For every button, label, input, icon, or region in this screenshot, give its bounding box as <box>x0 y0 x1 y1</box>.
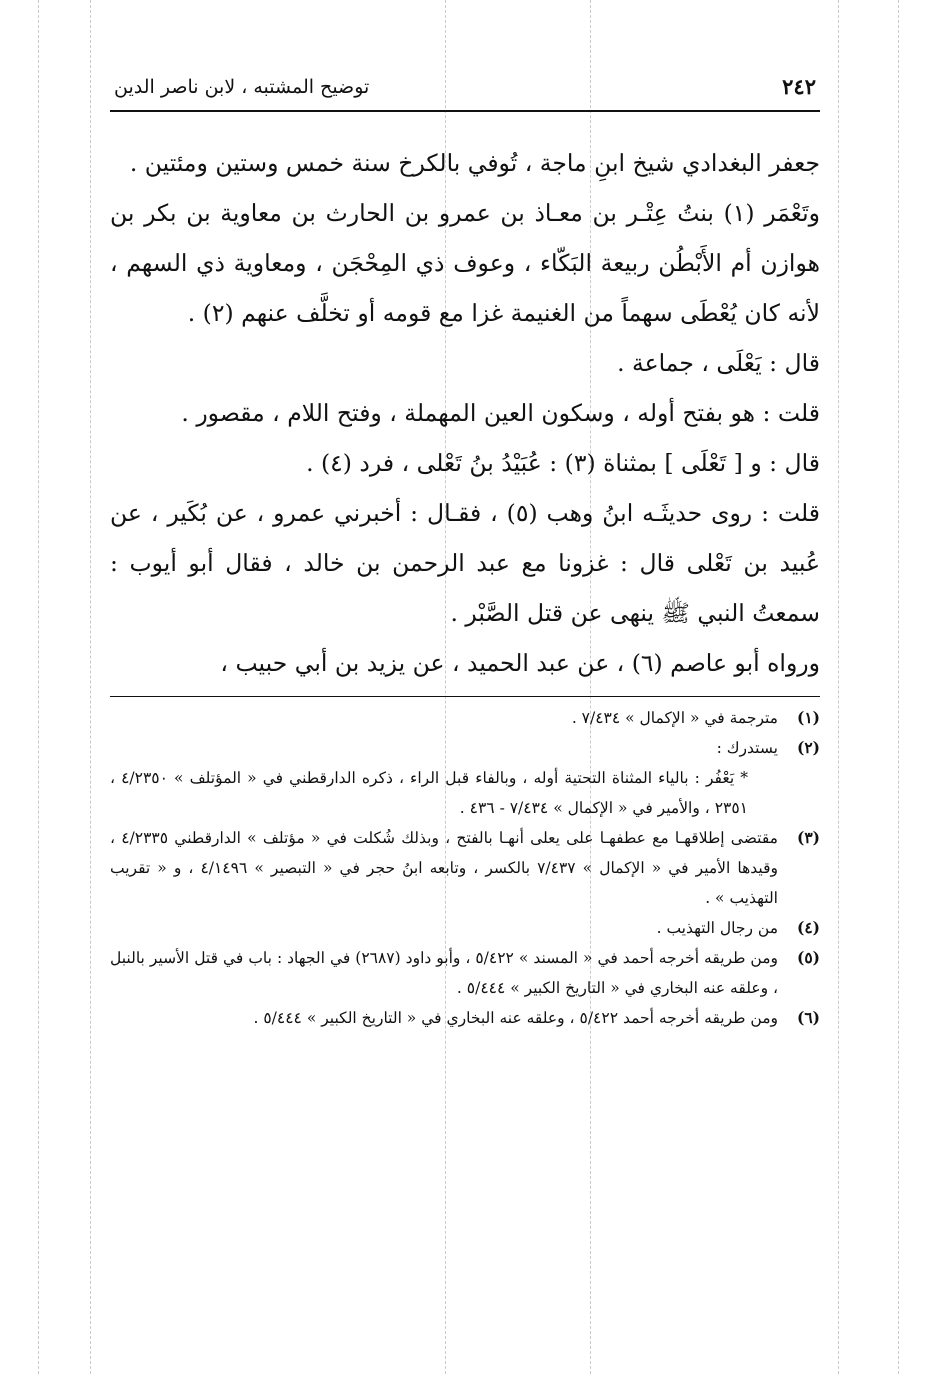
footnote-number: (٤) <box>796 918 820 937</box>
footnote <box>110 703 820 733</box>
paragraph: قال : و [ تَعْلَى ] بمثناة (٣) : عُبَيْدُ بنُ تَعْلى ، فرد (٤) . <box>306 449 820 477</box>
footnote-number: (٢) <box>796 738 820 757</box>
footnote-text: مترجمة في « الإكمال » ٧/٤٣٤ . <box>571 709 778 727</box>
footnote-number: (٥) <box>796 948 820 967</box>
page-header <box>110 60 820 112</box>
footnote-number: (٦) <box>796 1008 820 1027</box>
footnote-number <box>748 763 790 823</box>
footnotes <box>110 703 820 1033</box>
footnote-text: يستدرك : <box>716 739 778 757</box>
main-text <box>110 138 820 688</box>
paragraph: ورواه أبو عاصم (٦) ، عن عبد الحميد ، عن يزيد بن أبي حبيب ، <box>220 649 820 677</box>
footnote-text: مقتضى إطلاقهـا مع عطفهـا على يعلى أنهـا بالفتح ، وبذلك شُكلت في « مؤتلف » الدارقطني ٤/٢٣٣٥ ، وقيدها الأمير في « الإكمال » ٧/٤٣٧ بالكسر ، وتابعه ابنُ حجر في « التبصير » ٤/١٤٩٦ ، و « تقريب التهذيب » . <box>110 829 778 907</box>
footnote-text: ومن طريقه أخرجه أحمد في « المسند » ٥/٤٢٢ ، وأبو داود (٢٦٨٧) في الجهاد : باب في قتل الأسير بالنبل ، وعلقه عنه البخاري في « التاريخ الكبير » ٥/٤٤٤ . <box>110 949 778 997</box>
guide-line <box>838 0 839 1374</box>
footnote-text: ومن طريقه أخرجه أحمد ٥/٤٢٢ ، وعلقه عنه البخاري في « التاريخ الكبير » ٥/٤٤٤ . <box>253 1009 778 1027</box>
paragraph: قلت : هو بفتح أوله ، وسكون العين المهملة ، وفتح اللام ، مقصور . <box>181 399 820 427</box>
footnote <box>110 913 820 943</box>
footnote <box>110 733 820 763</box>
page-number: ٢٤٢ <box>782 74 816 99</box>
paragraph: قلت : روى حديثَـه ابنُ وهب (٥) ، فقـال : أخبرني عمرو ، عن بُكَير ، عن عُبيد بن تَعْلى قال : غزونا مع عبد الرحمن بن خالد ، فقال أبو أيوب : سمعتُ النبي ﷺ ينهى عن قتل الصَّبْر . <box>110 499 821 627</box>
paragraph: جعفر البغدادي شيخ ابنِ ماجة ، تُوفي بالكرخ سنة خمس وستين ومئتين . <box>129 149 820 177</box>
footnote-number: (٣) <box>796 828 820 847</box>
footnote-number: (١) <box>796 708 820 727</box>
footnote <box>110 1003 820 1033</box>
footnote-text: من رجال التهذيب . <box>656 919 778 937</box>
guide-line <box>90 0 91 1374</box>
paragraph: قال : يَعْلَى ، جماعة . <box>617 349 820 377</box>
footnote <box>110 823 820 913</box>
guide-line <box>38 0 39 1374</box>
paragraph: وتَعْمَر (١) بنتُ عِتْـر بن معـاذ بن عمرو بن الحارث بن معاوية بن بكر بن هوازن أم الأَبْطُن ربيعة البَكّاء ، وعوف ذي المِحْجَن ، ومعاوية ذي السهم ، لأنه كان يُعْطَى سهماً من الغنيمة غزا مع قومه أو تخلَّف عنهم (٢) . <box>110 199 821 327</box>
footnote-divider <box>110 696 820 697</box>
guide-line <box>898 0 899 1374</box>
footnote <box>110 763 820 823</box>
book-page <box>110 60 820 1033</box>
footnote <box>110 943 820 1003</box>
running-title: توضيح المشتبه ، لابن ناصر الدين <box>114 76 370 98</box>
footnote-text: * يَعْفُر : بالياء المثناة التحتية أوله ، وبالفاء قبل الراء ، ذكره الدارقطني في « المؤتلف » ٤/٢٣٥٠ ، ٢٣٥١ ، والأمير في « الإكمال » ٧/٤٣٤ - ٤٣٦ . <box>110 769 748 817</box>
